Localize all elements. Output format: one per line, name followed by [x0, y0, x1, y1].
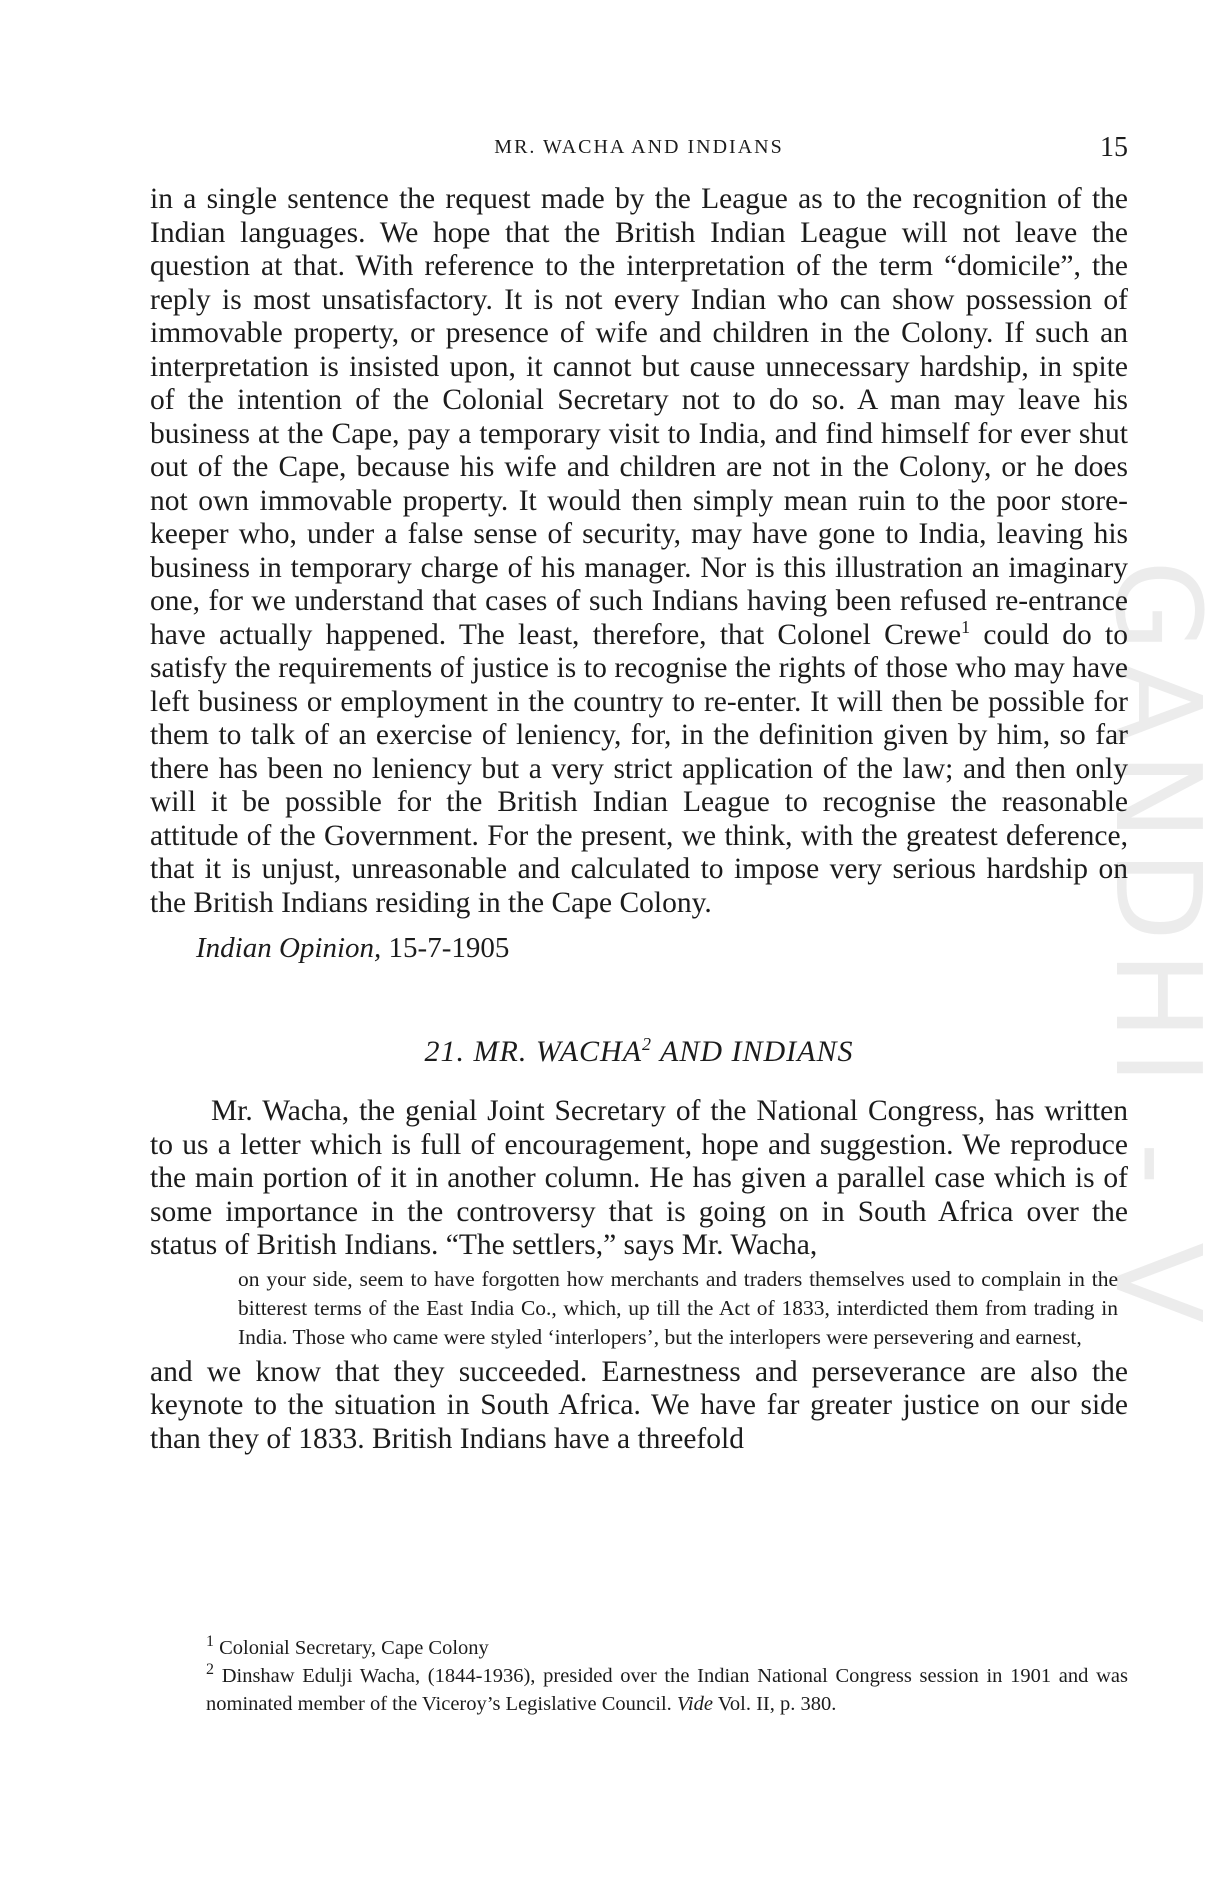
footnote-mark-1: 1	[961, 616, 971, 637]
paragraph-continued	[150, 183, 1128, 920]
article-paragraph-continuation: and we know that they succeeded. Earnestness and perseverance are also the keynote to the situation in South Africa. We have far greater justice on our side than they of 1833. British Indians have a threefold	[150, 1355, 1128, 1455]
article-title-text: 21. MR. WACHA	[424, 1035, 643, 1068]
article-title-text-end: AND INDIANS	[652, 1035, 854, 1068]
article-title	[150, 1035, 1128, 1069]
document-page	[150, 0, 1128, 1890]
running-title: MR. WACHA AND INDIANS	[494, 136, 784, 158]
footnote-1-mark: 1	[206, 1633, 214, 1651]
footnote-2-end: Vol. II, p. 380.	[712, 1693, 837, 1715]
page-header	[150, 132, 1128, 168]
footnote-2-vide: Vide	[676, 1693, 713, 1715]
paragraph-text: in a single sentence the request made by the League as to the recognition of the Indian languages. We hope that the British Indian League will not leave the question at that. With reference to the interpretation of the term “domicile”, the reply is most unsatisfactory. It is not every Indian who can show possession of immovable property, or presence of wife and children in the Colony. If such an interpretation is insisted upon, it cannot but cause unnecessary hardship, in spite of the intention of the Colonial Secretary not to do so. A man may leave his business at the Cape, pay a temporary visit to India, and find himself for ever shut out of the Cape, because his wife and children are not in the Colony, or he does not own immovable property. It would then simply mean ruin to the poor store-keeper who, under a false sense of security, may have gone to India, leaving his business in temporary charge of his manager. Nor is this illustration an imaginary one, for we understand that cases of such Indians having been refused re-entrance have actually happened. The least, therefore, that Colonel Crewe	[150, 183, 1128, 651]
footnotes	[150, 1634, 1128, 1718]
watermark: GANDHI - V	[1089, 560, 1227, 1334]
source-title: Indian Opinion,	[196, 932, 382, 964]
body-text	[150, 183, 1128, 1456]
footnote-1	[150, 1634, 1128, 1662]
footnote-2-mark: 2	[206, 1661, 214, 1679]
article-paragraph: Mr. Wacha, the genial Joint Secretary of the National Congress, has written to us a letter which is full of encouragement, hope and suggestion. We reproduce the main portion of it in another column. He has given a parallel case which is of some importance in the controversy that is going on in South Africa over the status of British Indians. “The settlers,” says Mr. Wacha,	[150, 1095, 1128, 1261]
page-number: 15	[1100, 132, 1128, 163]
footnote-mark-2: 2	[642, 1034, 653, 1054]
article-body	[150, 1095, 1128, 1456]
footnote-2	[150, 1662, 1128, 1718]
block-quote: on your side, seem to have forgotten how merchants and traders themselves used to complain in the bitterest terms of the East India Co., which, up till the Act of 1833, interdicted them from trading in India. Those who came were styled ‘interlopers’, but the interlopers were persevering and earnest,	[238, 1266, 1118, 1349]
footnote-1-text: Colonial Secretary, Cape Colony	[214, 1637, 489, 1659]
paragraph-text-continued: could do to satisfy the requirements of justice is to recognise the rights of those who may have left business or employment in the country to re-enter. It will then be possible for them to talk of an exercise of leniency, for, in the definition given by him, so far there has been no leniency but a very strict application of the law; and then only will it be possible for the British Indian League to recognise the reasonable attitude of the Government. For the present, we think, with the greatest deference, that it is unjust, unreasonable and calculated to impose very serious hardship on the British Indians residing in the Cape Colony.	[150, 618, 1128, 919]
source-citation	[150, 931, 1128, 965]
footnote-2-text: Dinshaw Edulji Wacha, (1844-1936), presided over the Indian National Congress session in 1901 and was nominated member of the Viceroy’s Legislative Council.	[206, 1665, 1128, 1715]
source-date: 15-7-1905	[381, 932, 510, 964]
